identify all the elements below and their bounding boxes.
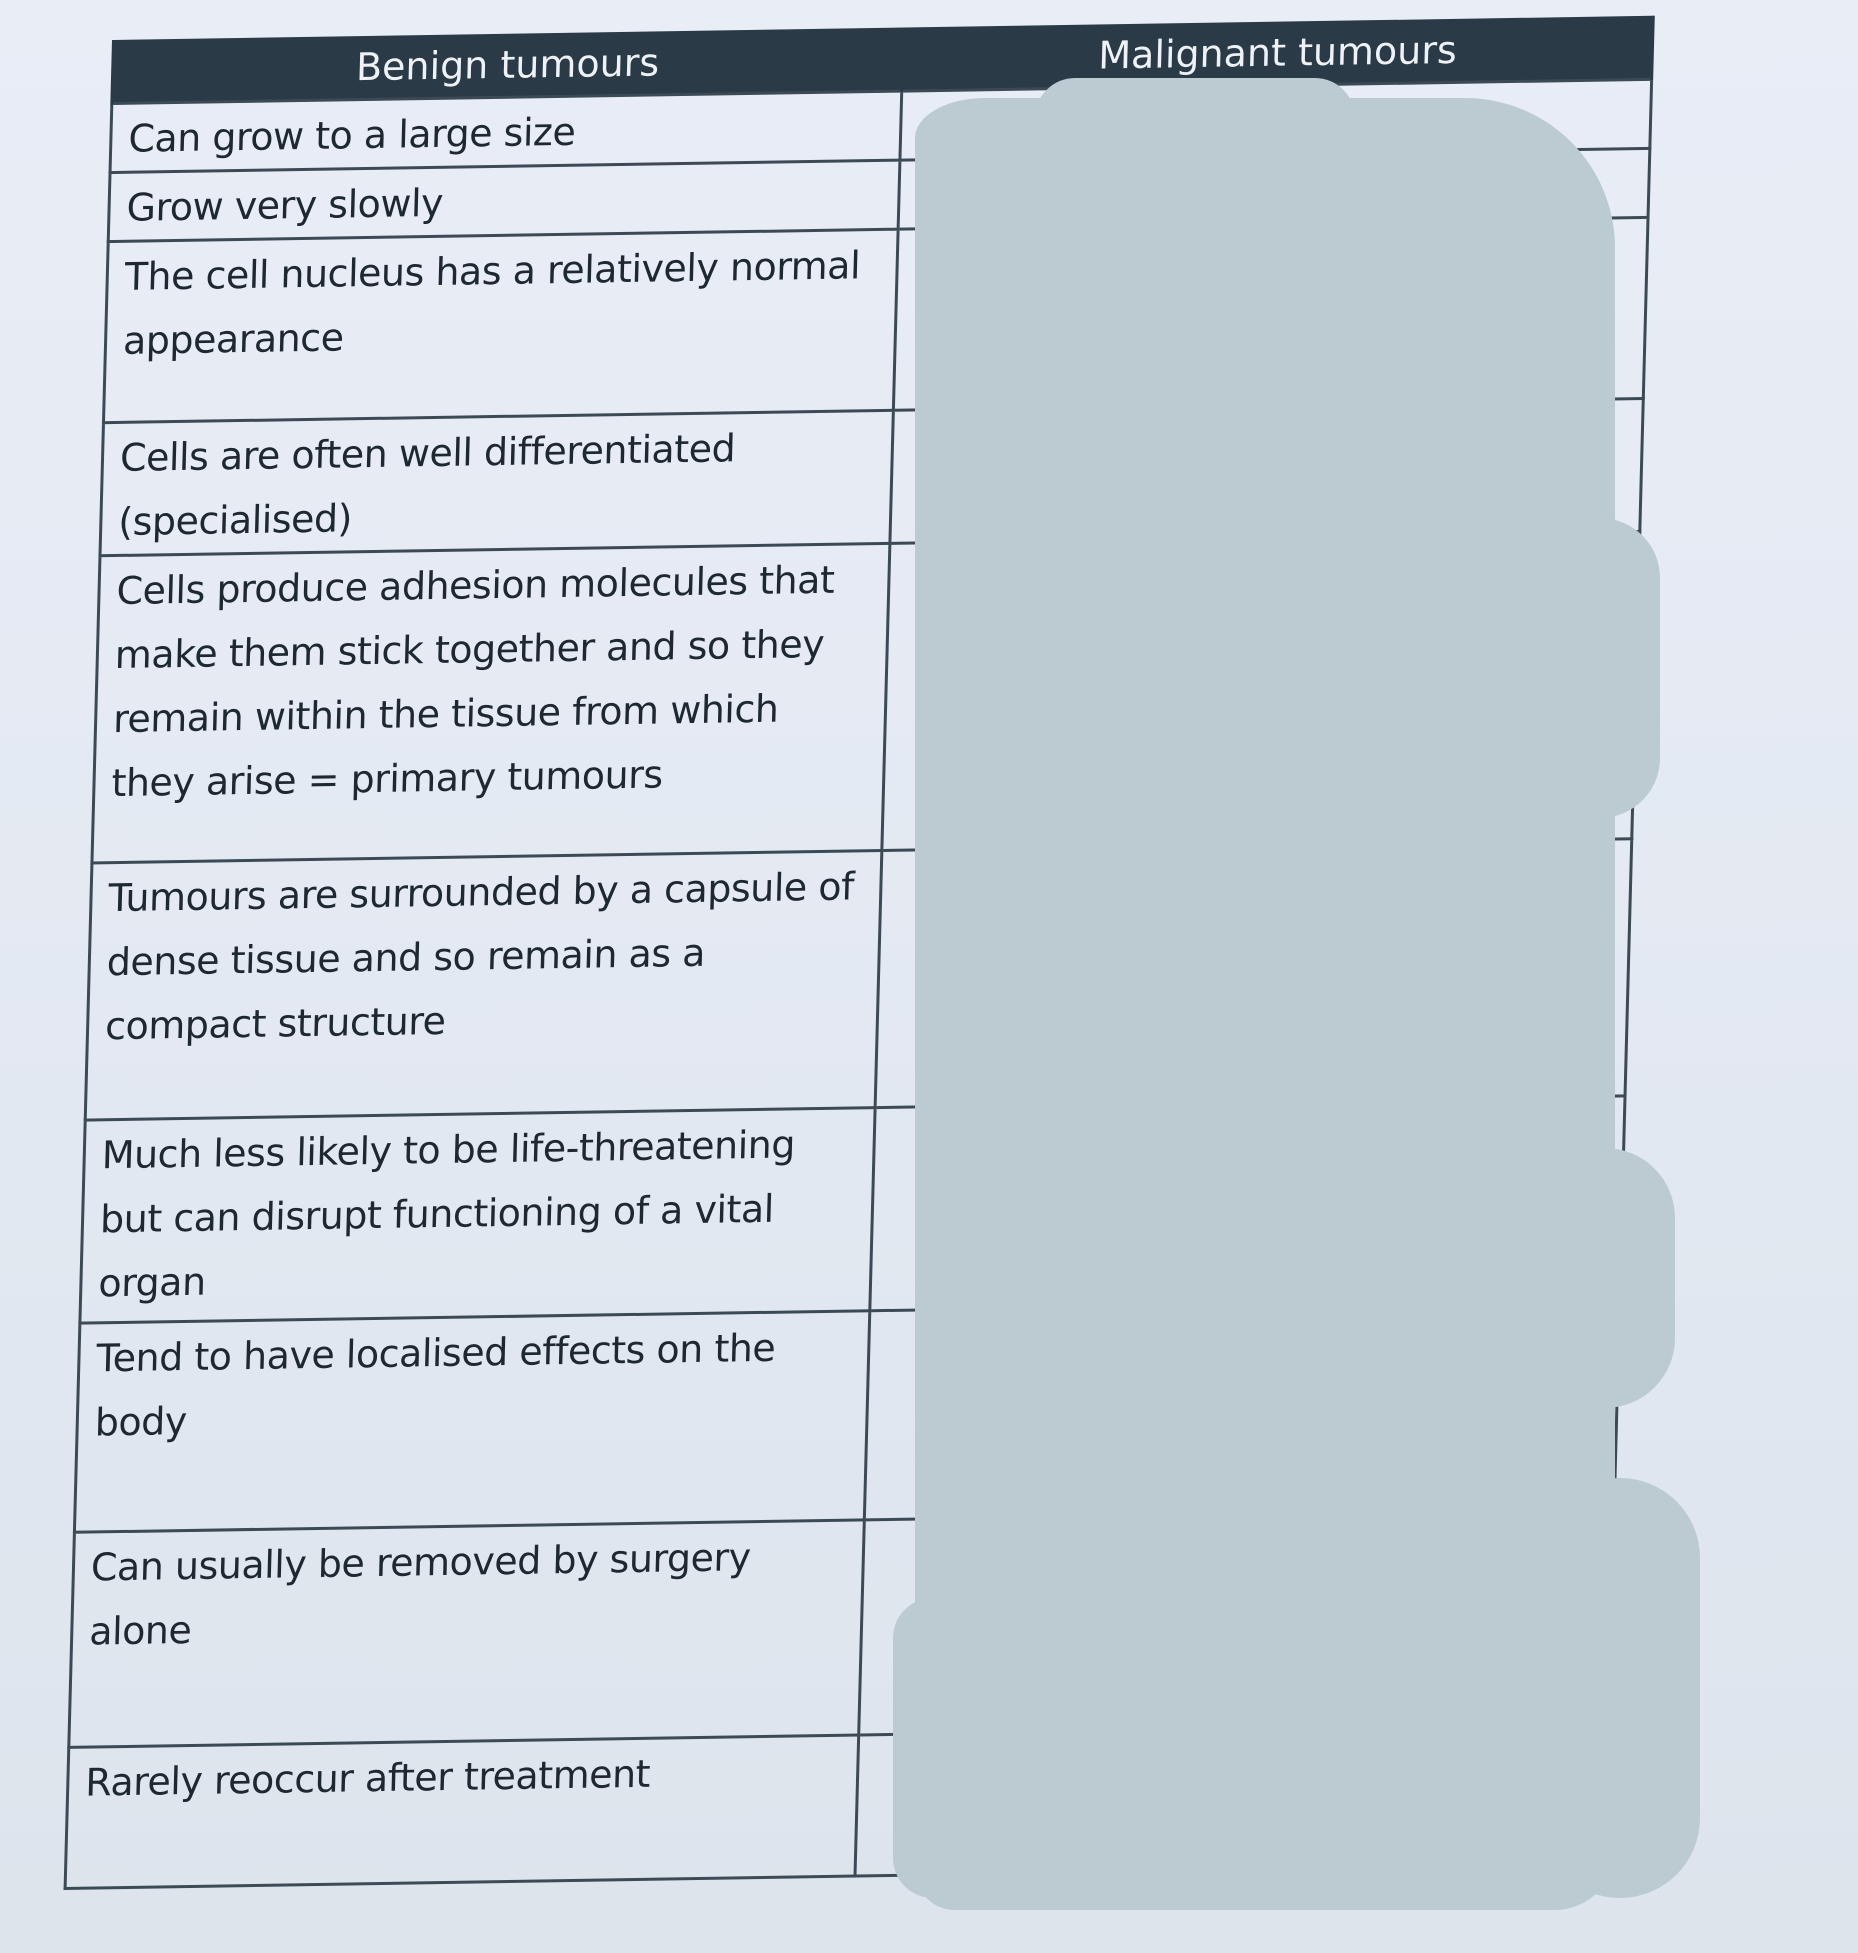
benign-cell [100,410,893,555]
benign-text: Can grow to a large size [127,109,576,161]
redaction-shape [1035,78,1355,158]
benign-text: Tumours are surrounded by a capsule of dense tissue and so remain as a compact structure [104,864,855,1049]
benign-cell [69,1520,865,1748]
benign-text: Can usually be removed by surgery alone [88,1535,752,1654]
benign-cell [92,543,890,863]
benign-cell [103,229,898,423]
redaction-shape [1540,518,1660,818]
benign-text: Cells produce adhesion molecules that make them stick together and so they remain within the tissue from which they arise = primary tumours [110,557,835,806]
header-benign: Benign tumours [112,28,904,104]
redaction-shape [1540,1478,1700,1898]
benign-cell [65,1735,859,1888]
header-malignant: Malignant tumours [902,16,1654,91]
benign-text: Grow very slowly [126,180,444,230]
benign-text: The cell nucleus has a relatively normal appearance [122,243,861,363]
benign-cell [108,160,900,241]
benign-cell [74,1311,869,1533]
redaction-shape [1535,1148,1675,1408]
benign-cell [80,1108,875,1324]
benign-text: Cells are often well differentiated (specialised) [117,426,736,544]
redaction-overlay [915,98,1615,1910]
redaction-shape [893,1598,973,1898]
benign-cell [110,91,902,172]
benign-text: Tend to have localised effects on the body [94,1325,776,1445]
benign-text: Much less likely to be life-threatening but can disrupt functioning of a vital organ [97,1122,796,1306]
benign-text: Rarely reoccur after treatment [84,1751,651,1805]
benign-cell [85,851,882,1121]
